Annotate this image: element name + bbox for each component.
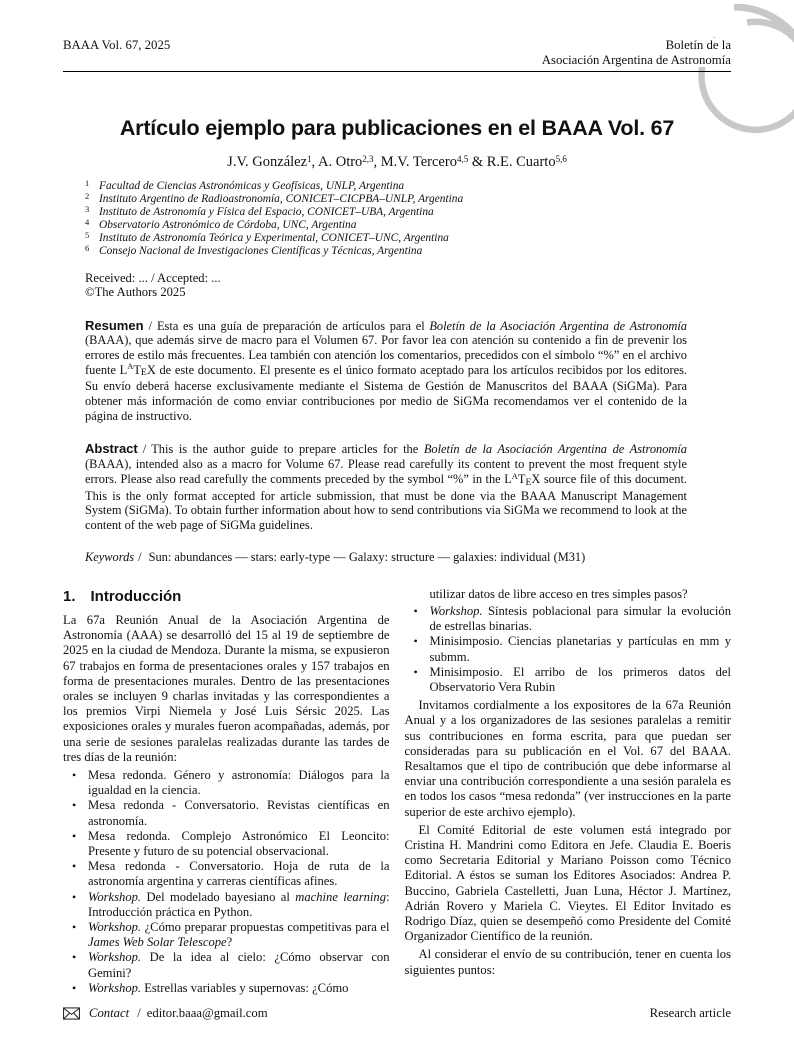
article-type-label: Research article bbox=[649, 1006, 731, 1020]
section-title: Introducción bbox=[90, 587, 182, 605]
affiliations-list bbox=[85, 180, 731, 259]
affiliation-text: Instituto Argentino de Radioastronomía, CONICET–CICPBA–UNLP, Argentina bbox=[99, 193, 464, 206]
affiliation-item bbox=[85, 232, 731, 245]
front-matter bbox=[85, 180, 731, 300]
keywords-block bbox=[85, 550, 687, 565]
list-item: • Workshop. ¿Cómo preparar propuestas competitivas para el James Web Solar Telescope? bbox=[63, 920, 390, 950]
page-header bbox=[63, 38, 731, 72]
authors-line: J.V. González$^1$, A. Otro$^{2,3}$, M.V. Tercero$^{4,5}$ & R.E. Cuarto$^{5,6}$ bbox=[227, 153, 567, 170]
page-footer bbox=[63, 1006, 731, 1021]
list-item: • Minisimposio. Ciencias planetarias y partículas en mm y submm. bbox=[405, 634, 732, 664]
resumen-separator: / bbox=[148, 318, 152, 333]
list-item: • Workshop. Síntesis poblacional para simular la evolución de estrellas binarias. bbox=[405, 604, 732, 634]
list-item: • Workshop. Estrellas variables y supernovas: ¿Cómo bbox=[63, 981, 390, 996]
article-title: Artículo ejemplo para publicaciones en el BAAA Vol. 67 bbox=[119, 116, 675, 140]
abstract-label: Abstract bbox=[85, 441, 138, 457]
contact-separator: / bbox=[137, 1006, 141, 1020]
keywords-text: Sun: abundances — stars: early-type — Galaxy: structure — galaxies: individual (M31) bbox=[148, 549, 586, 564]
affiliation-item bbox=[85, 193, 731, 206]
resumen-text: Esta es una guía de preparación de artículos para el Boletín de la Asociación Argentina de Astronomía (BAAA), que además sirve de macro para el Volumen 67. Por favor lea con atención su contenido a fin de prevenir los errores de estilo más frecuentes. Lea también con atención los comentarios, precedidos con el símbolo “%” en el archivo fuente $L^AT_EX$ de este documento. El presente es el único formato aceptado para los artículos recibidos por los editores. Su envío deberá hacerse exclusivamente mediante el Sistema de Gestión de Manuscritos del BAAA (SiGMa). Para obtener más información de como enviar contribuciones por medio de SiGMa recomendamos ver el contenido de la página de instructivo. bbox=[85, 318, 687, 423]
intro-paragraph: La 67a Reunión Anual de la Asociación Argentina de Astronomía (AAA) se desarrolló del 15 al 19 de septiembre de 2025 en la ciudad de Mendoza. Durante la misma, se expusieron 67 trabajos en forma de presentaciones orales y 157 trabajos en forma de presentaciones murales. Dentro de las presentaciones orales se incluyen 9 charlas invitadas y las correspondientes a los premios Virpi Niemela y José Luis Sérsic 2025. Las exposiciones orales y murales fueron acompañadas, además, por una serie de sesiones paralelas realizadas durante las tardes de tres días de la reunión: bbox=[63, 612, 390, 764]
list-item: • Minisimposio. El arribo de los primeros datos del Observatorio Vera Rubin bbox=[405, 665, 732, 695]
list-item: • Mesa redonda. Complejo Astronómico El Leoncito: Presente y futuro de su potencial observacional. bbox=[63, 829, 390, 859]
affiliation-text: Observatorio Astronómico de Córdoba, UNC, Argentina bbox=[99, 219, 357, 232]
affiliation-number: 1 bbox=[85, 178, 90, 188]
envelope-icon bbox=[63, 1007, 80, 1020]
resumen-label: Resumen bbox=[85, 317, 144, 333]
contact-block bbox=[63, 1006, 268, 1021]
consider-paragraph: Al considerar el envío de su contribución, tener en cuenta los siguientes puntos: bbox=[404, 947, 731, 977]
affiliation-item bbox=[85, 206, 731, 219]
contact-email-link[interactable]: editor.baaa@gmail.com bbox=[146, 1006, 268, 1020]
list-item: • Mesa redonda. Género y astronomía: Diálogos para la igualdad en la ciencia. bbox=[63, 768, 390, 798]
affiliation-item bbox=[85, 219, 731, 232]
right-column bbox=[405, 587, 732, 996]
affiliation-text: Instituto de Astronomía y Física del Espacio, CONICET–UBA, Argentina bbox=[99, 206, 434, 219]
affiliation-number: 6 bbox=[85, 243, 90, 254]
keywords-separator: / bbox=[138, 549, 142, 564]
list-item-continuation: utilizar datos de libre acceso en tres simples pasos? bbox=[429, 586, 688, 601]
list-item: • Mesa redonda - Conversatorio. Revistas científicas en astronomía. bbox=[63, 798, 390, 828]
copyright-line: ©The Authors 2025 bbox=[85, 285, 186, 300]
abstract-text: This is the author guide to prepare articles for the Boletín de la Asociación Argentina de Astronomía (BAAA), intended also as a macro for Volume 67. Please read carefully its content to prevent the most frequent style errors. Please also read carefully the comments preceded by the symbol “%” in the $L^AT_EX$ source file of this document. This is the only format accepted for article submission, that must be done via the BAAA Manuscript Management System (SiGMa). To obtain further information about how to send contributions via SiGMa we recommend to look at the content of the web page of SiGMa guidelines. bbox=[85, 442, 688, 532]
affiliation-number: 3 bbox=[85, 204, 90, 215]
list-item: • Workshop. De la idea al cielo: ¿Cómo observar con Gemini? bbox=[63, 950, 390, 980]
affiliation-number: 5 bbox=[85, 230, 90, 241]
header-bulletin-name bbox=[534, 38, 731, 67]
list-item: • Mesa redonda - Conversatorio. Hoja de ruta de la astronomía argentina y carreras científicas afines. bbox=[63, 859, 390, 889]
affiliation-item bbox=[85, 245, 731, 258]
left-column bbox=[63, 587, 390, 996]
editorial-committee-paragraph: El Comité Editorial de este volumen está integrado por Cristina H. Mandrini como Editora en Jefe. Claudia E. Boeris como Secretaria Editorial y Mariano Poisson como Técnico Editorial. A éstos se suman los Editores Asociados: Andrea P. Buccino, Gabriela Castelletti, Juan Luna, Héctor J. Martínez, Adrián Rovero y Mariela C. Vieytes. El Editor Invitado es Rodrigo Díaz, quien se desempeñó como Presidente del Comité Organizador Científico de la reunión. bbox=[404, 822, 731, 944]
affiliation-text: Consejo Nacional de Investigaciones Científicas y Técnicas, Argentina bbox=[99, 245, 423, 258]
abstract-block bbox=[85, 442, 687, 532]
section-number: 1. bbox=[63, 587, 76, 605]
affiliation-number: 2 bbox=[85, 191, 90, 202]
invitation-paragraph: Invitamos cordialmente a los expositores de la 67a Reunión Anual y a los organizadores de las sesiones paralelas a remitir sus contribuciones en forma escrita, para que puedan ser consideradas para su publicación en el Vol. 67 del BAAA. Resaltamos que el tipo de contribución que debe informarse al enviar una contribución correspondiente a una sesión paralela es en todos los casos “mesa redonda” (ver instrucciones en la parte superior de este archivo ejemplo). bbox=[404, 698, 731, 819]
affiliation-text: Instituto de Astronomía Teórica y Experimental, CONICET–UNC, Argentina bbox=[99, 232, 449, 245]
sessions-list-left bbox=[63, 768, 390, 996]
header-journal-volume: BAAA Vol. 67, 2025 bbox=[63, 38, 171, 52]
contact-label: Contact bbox=[89, 1006, 130, 1020]
sessions-list-right bbox=[405, 604, 732, 695]
section-heading bbox=[63, 589, 390, 604]
affiliation-text: Facultad de Ciencias Astronómicas y Geofísicas, UNLP, Argentina bbox=[99, 180, 405, 192]
keywords-label: Keywords bbox=[85, 549, 135, 564]
header-bulletin-line1: Boletín de la bbox=[665, 38, 731, 52]
article-body bbox=[63, 587, 731, 996]
list-item: • Workshop. Del modelado bayesiano al machine learning: Introducción práctica en Python. bbox=[63, 890, 390, 920]
resumen-block bbox=[85, 319, 687, 424]
abstract-separator: / bbox=[142, 442, 147, 457]
affiliation-item bbox=[85, 180, 731, 193]
header-bulletin-line2: Asociación Argentina de Astronomía bbox=[541, 52, 731, 67]
affiliation-number: 4 bbox=[85, 217, 90, 228]
received-accepted-line: Received: ... / Accepted: ... bbox=[85, 270, 221, 285]
